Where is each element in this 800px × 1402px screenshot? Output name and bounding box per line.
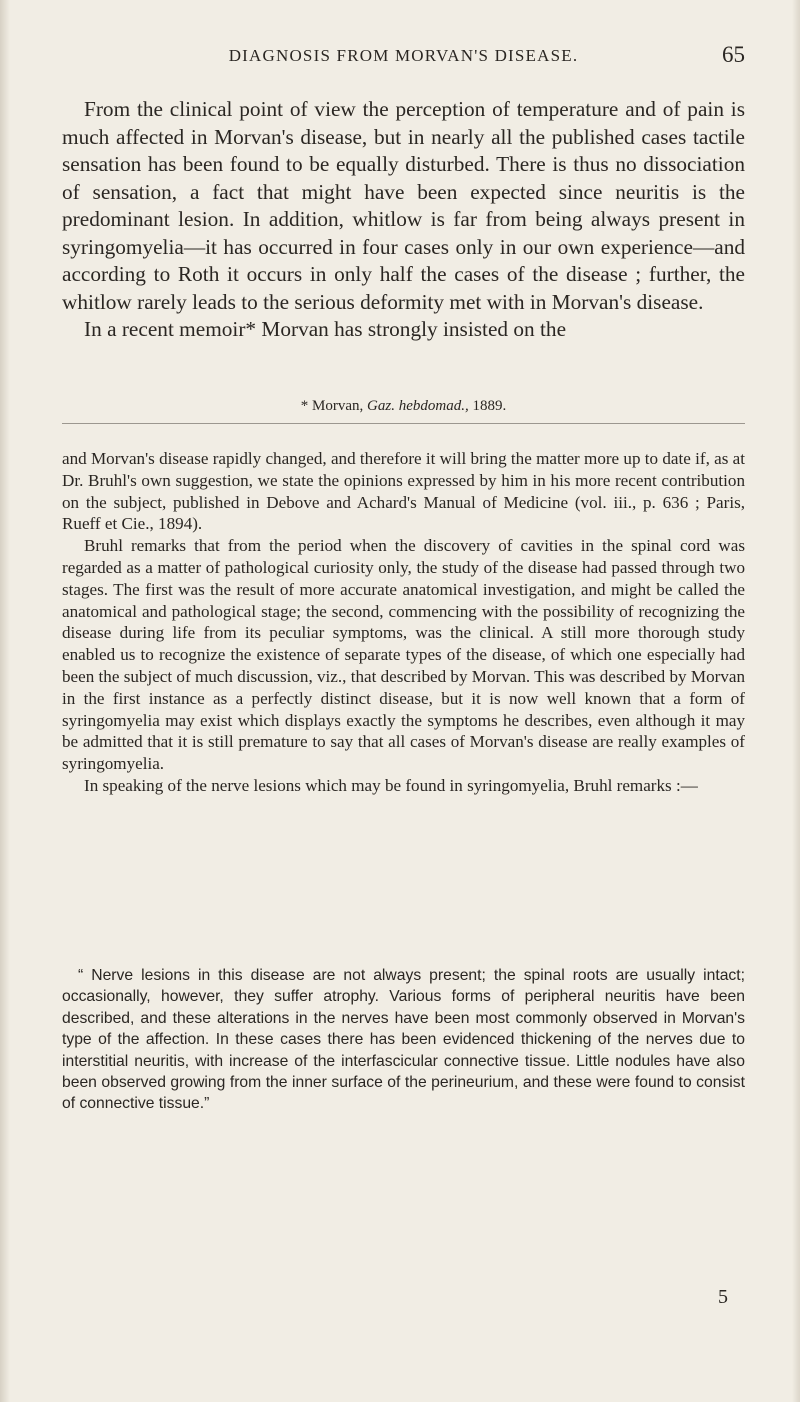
paragraph: and Morvan's disease rapidly changed, and therefore it will bring the matter more up to date if, as at Dr. Bruhl's own suggestion, we state the opinions expressed by him in his more recent contribution on the subject, published in Debove and Achard's Manual of Medicine (vol. iii., p. 636 ; Paris, Rueff et Cie., 1894).	[62, 449, 745, 534]
running-head: DIAGNOSIS FROM MORVAN'S DISEASE.	[228, 46, 579, 65]
page-edge-shadow-right	[792, 0, 800, 1402]
signature-mark: 5	[718, 1286, 728, 1308]
footnote-source: Gaz. hebdomad.,	[367, 398, 469, 414]
block-quote: “ Nerve lesions in this disease are not always present; the spinal roots are usually intact; occasionally, however, they suffer atrophy. Various forms of peripheral neuritis have been described, and these alterations in the nerves have been most commonly observed in Morvan's type of the affection. In these cases there has been evidenced thickening of the nerves due to interstitial neuritis, with increase of the interfascicular connective tissue. Little nodules have also been observed growing from the inner surface of the perineurium, and these were found to consist of connective tissue.”	[62, 967, 745, 1113]
page-number: 65	[722, 42, 745, 67]
paragraph: From the clinical point of view the perception of temperature and of pain is much affected in Morvan's disease, but in nearly all the published cases tactile sensation has been found to be equally disturbed. There is thus no dissociation of sensation, a fact that might have been expected since neuritis is the predominant lesion. In addition, whitlow is far from being always present in syringomyelia—it has occurred in four cases only in our own experience—and according to Roth it occurs in only half the cases of the disease ; further, the whitlow rarely leads to the serious deformity met with in Morvan's disease.	[62, 97, 745, 314]
footnote	[62, 398, 745, 415]
body-text-lower	[62, 448, 745, 797]
paragraph: Bruhl remarks that from the period when the discovery of cavities in the spinal cord was regarded as a matter of pathological curiosity only, the study of the disease had passed through two stages. The first was the result of more accurate anatomical investigation, and might be called the anatomical and pathological stage; the second, commencing with the possibility of recognizing the disease during life from its peculiar symptoms, was the clinical. A still more thorough study enabled us to recognize the existence of separate types of the disease, of which one especially had been the subject of much discussion, viz., that described by Morvan. This was described by Morvan in the first instance as a perfectly distinct disease, but it is now well known that a form of syringomyelia may exist which displays exactly the symptoms he describes, even although it may be admitted that it is still premature to say that all cases of Morvan's disease are really examples of syringomyelia.	[62, 536, 745, 774]
page-divider	[62, 423, 745, 424]
footnote-text: * Morvan,	[300, 398, 364, 414]
paragraph: In a recent memoir* Morvan has strongly insisted on the	[84, 317, 567, 341]
footnote-year: 1889.	[472, 398, 507, 414]
page-header	[62, 42, 745, 76]
body-text-upper	[62, 96, 745, 344]
page-edge-shadow	[0, 0, 10, 1402]
paragraph: In speaking of the nerve lesions which may be found in syringomyelia, Bruhl remarks :—	[84, 775, 698, 795]
